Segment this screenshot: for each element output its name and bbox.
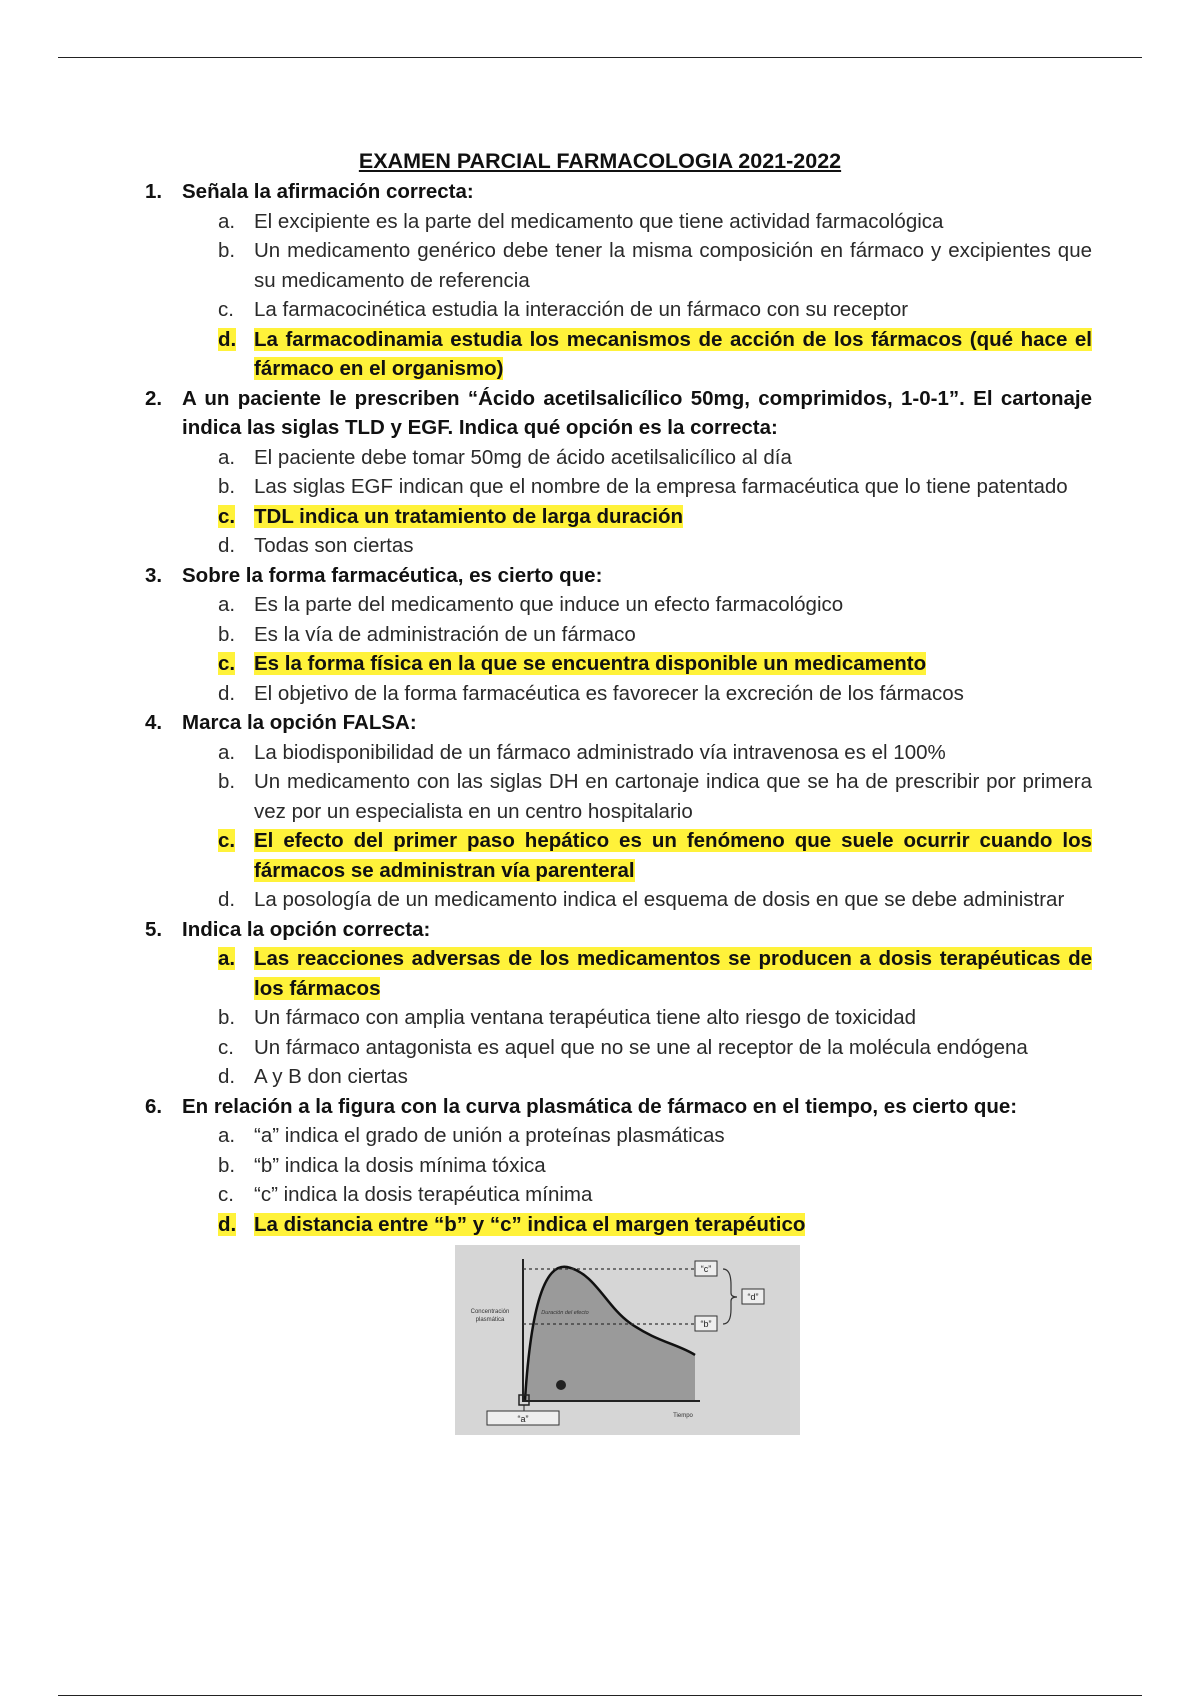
option-letter: d. <box>218 534 236 557</box>
question-text: A un paciente le prescriben “Ácido acetilsalicílico 50mg, comprimidos, 1-0-1”. El cartonaje indica las siglas TLD y EGF. Indica qué opción es la correcta: <box>182 386 1092 439</box>
question-number: 5. <box>145 917 163 941</box>
question-number: 3. <box>145 563 163 587</box>
option-text: La distancia entre “b” y “c” indica el margen terapéutico <box>254 1212 806 1236</box>
option-a-highlighted <box>0 944 1200 1003</box>
option-letter: a. <box>218 947 236 970</box>
option-letter: d. <box>218 1212 237 1236</box>
option-letter: b. <box>218 622 236 646</box>
option-letter: a. <box>218 740 236 764</box>
option-d <box>0 885 1200 915</box>
label-d: “d” <box>747 1292 759 1302</box>
option-c <box>0 1180 1200 1210</box>
question-5 <box>0 915 1200 1092</box>
y-axis-label-line1: Concentración <box>470 1309 510 1315</box>
option-text: La posología de un medicamento indica el esquema de dosis en que se debe administrar <box>254 888 1065 911</box>
option-a <box>0 738 1200 768</box>
option-text: Las siglas EGF indican que el nombre de la empresa farmacéutica que lo tiene patentado <box>254 475 1068 498</box>
exam-document <box>0 145 1200 1435</box>
label-b: “b” <box>700 1319 712 1329</box>
question-number: 6. <box>145 1094 163 1118</box>
option-letter: c. <box>218 652 236 675</box>
option-text: Un medicamento con las siglas DH en cartonaje indica que se ha de prescribir por primera vez por un especialista en un centro hospitalario <box>254 770 1092 823</box>
option-a <box>0 443 1200 473</box>
option-a <box>0 207 1200 237</box>
option-b <box>0 236 1200 295</box>
option-d <box>0 1062 1200 1092</box>
option-text: Un fármaco antagonista es aquel que no se une al receptor de la molécula endógena <box>254 1035 1028 1059</box>
option-c-highlighted <box>0 826 1200 885</box>
question-number: 1. <box>145 180 163 203</box>
question-text: Marca la opción FALSA: <box>182 711 417 734</box>
question-stem <box>0 384 1200 443</box>
option-text: Un medicamento genérico debe tener la misma composición en fármaco y excipientes que su medicamento de referencia <box>254 239 1092 292</box>
option-letter: a. <box>218 209 236 233</box>
question-2 <box>0 384 1200 561</box>
option-b <box>0 767 1200 826</box>
question-stem <box>0 177 1200 207</box>
question-stem <box>0 708 1200 738</box>
option-b <box>0 472 1200 502</box>
question-4 <box>0 708 1200 915</box>
option-letter: c. <box>218 1035 234 1059</box>
question-stem <box>0 1092 1200 1122</box>
exam-title: EXAMEN PARCIAL FARMACOLOGIA 2021-2022 <box>358 149 842 173</box>
question-stem <box>0 561 1200 591</box>
option-d-highlighted <box>0 325 1200 384</box>
option-c-highlighted <box>0 502 1200 532</box>
option-text: La farmacodinamia estudia los mecanismos de acción de los fármacos (qué hace el fármaco en el organismo) <box>254 327 1092 380</box>
option-text: El excipiente es la parte del medicamento que tiene actividad farmacológica <box>254 209 944 233</box>
option-b <box>0 1151 1200 1181</box>
option-a <box>0 590 1200 620</box>
option-letter: a. <box>218 593 236 616</box>
option-letter: d. <box>218 888 236 911</box>
y-axis-label-line2: plasmática <box>475 1317 505 1323</box>
question-number: 2. <box>145 386 163 410</box>
bottom-rule <box>58 1695 1142 1696</box>
label-a: “a” <box>517 1414 529 1424</box>
option-text: “a” indica el grado de unión a proteínas plasmáticas <box>254 1124 725 1147</box>
option-letter: d. <box>218 1065 236 1088</box>
option-text: El efecto del primer paso hepático es un fenómeno que suele ocurrir cuando los fármacos se administran vía parenteral <box>254 829 1092 882</box>
question-6 <box>0 1092 1200 1240</box>
question-number: 4. <box>145 711 163 734</box>
option-text: A y B don ciertas <box>254 1065 408 1088</box>
option-c <box>0 295 1200 325</box>
plasma-curve-graphic <box>455 1245 800 1435</box>
option-letter: d. <box>218 681 236 705</box>
question-1 <box>0 177 1200 384</box>
option-text: La biodisponibilidad de un fármaco administrado vía intravenosa es el 100% <box>254 740 946 764</box>
option-letter: c. <box>218 504 236 528</box>
option-text: Todas son ciertas <box>254 534 414 557</box>
option-text: Es la vía de administración de un fármaco <box>254 622 636 646</box>
option-text: “c” indica la dosis terapéutica mínima <box>254 1183 593 1206</box>
option-letter: b. <box>218 770 236 793</box>
option-letter: a. <box>218 445 236 469</box>
top-rule <box>58 57 1142 58</box>
plasma-curve-figure <box>455 1245 800 1435</box>
option-text: Las reacciones adversas de los medicamentos se producen a dosis terapéuticas de los fármacos <box>254 947 1092 1000</box>
option-text: TDL indica un tratamiento de larga duración <box>254 504 684 528</box>
option-letter: b. <box>218 239 236 262</box>
question-stem <box>0 915 1200 945</box>
question-text: Señala la afirmación correcta: <box>182 180 474 203</box>
option-c-highlighted <box>0 649 1200 679</box>
option-text: La farmacocinética estudia la interacción de un fármaco con su receptor <box>254 298 909 321</box>
option-letter: c. <box>218 829 236 852</box>
label-c: “c” <box>700 1264 712 1274</box>
question-text: Sobre la forma farmacéutica, es cierto que: <box>182 563 603 587</box>
option-letter: b. <box>218 1153 236 1177</box>
option-b <box>0 1003 1200 1033</box>
option-letter: b. <box>218 1006 236 1029</box>
option-letter: c. <box>218 298 234 321</box>
option-letter: d. <box>218 327 237 351</box>
option-text: “b” indica la dosis mínima tóxica <box>254 1153 546 1177</box>
option-letter: a. <box>218 1124 236 1147</box>
option-letter: c. <box>218 1183 234 1206</box>
option-letter: b. <box>218 475 236 498</box>
option-text: Es la parte del medicamento que induce un efecto farmacológico <box>254 593 844 616</box>
duration-label: Duración del efecto <box>541 1310 589 1316</box>
x-axis-label: Tiempo <box>673 1413 693 1419</box>
option-c <box>0 1033 1200 1063</box>
option-text: El objetivo de la forma farmacéutica es favorecer la excreción de los fármacos <box>254 681 964 705</box>
question-3 <box>0 561 1200 709</box>
option-a <box>0 1121 1200 1151</box>
watermark-dot <box>556 1380 566 1390</box>
option-b <box>0 620 1200 650</box>
question-text: En relación a la figura con la curva plasmática de fármaco en el tiempo, es cierto que: <box>182 1094 1018 1118</box>
option-text: Un fármaco con amplia ventana terapéutica tiene alto riesgo de toxicidad <box>254 1006 917 1029</box>
option-d <box>0 679 1200 709</box>
question-text: Indica la opción correcta: <box>182 917 431 941</box>
option-text: Es la forma física en la que se encuentra disponible un medicamento <box>254 652 927 675</box>
option-text: El paciente debe tomar 50mg de ácido acetilsalicílico al día <box>254 445 792 469</box>
option-d <box>0 531 1200 561</box>
option-d-highlighted <box>0 1210 1200 1240</box>
